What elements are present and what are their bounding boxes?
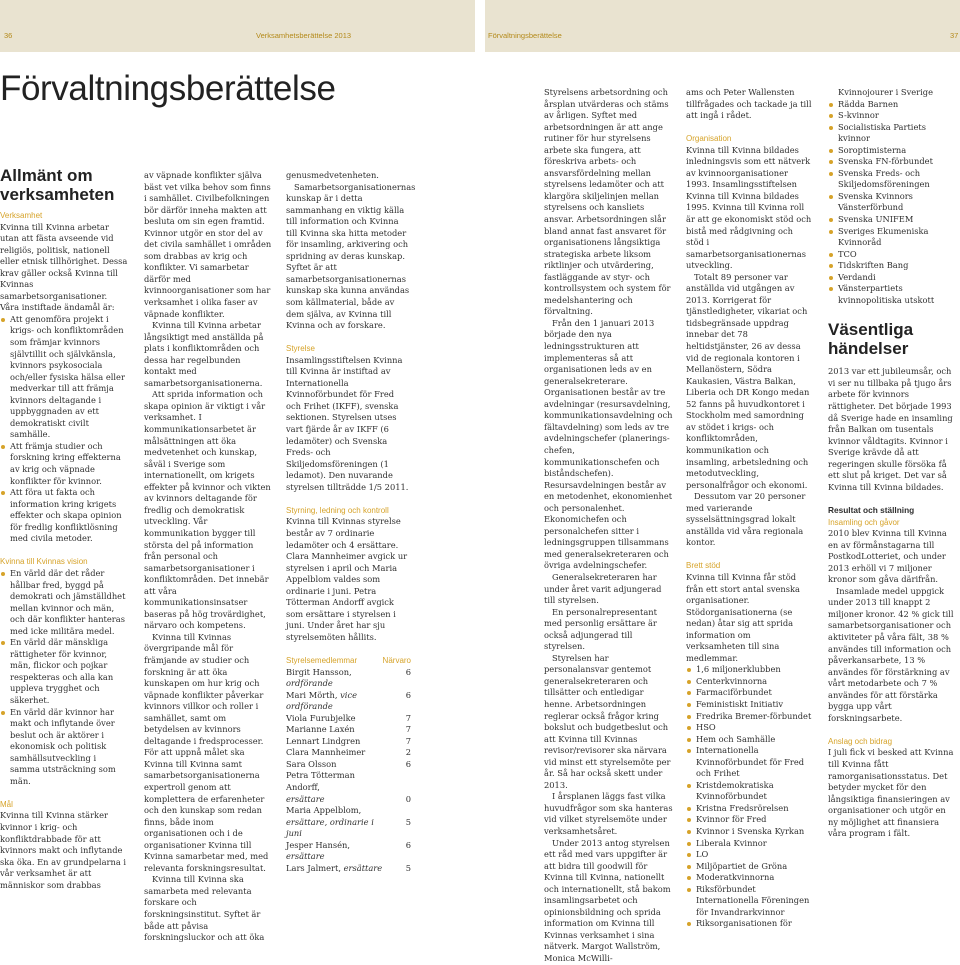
table-row xyxy=(286,794,411,806)
list-item: En värld där kvinnor har makt och inflytande över beslut och är aktörer i ekonomisk och politisk samhällsutveckling i samma utsträckning som män. xyxy=(0,707,128,788)
paragraph: I årsplanen läggs fast vilka huvudfrågor som ska hanteras vid vilket styrelsemöte under verksamhetsåret. xyxy=(544,791,673,836)
list-item: Svenska Kvinnors Vänsterförbund xyxy=(828,191,958,214)
member-name-cell xyxy=(286,805,383,817)
member-attendance: 0 xyxy=(405,793,411,804)
table-row xyxy=(286,840,411,863)
table-row xyxy=(286,759,411,771)
member-role: vice ordförande xyxy=(286,689,358,712)
subheading-verksamhet: Verksamhet xyxy=(0,211,43,220)
paragraph: Att sprida information och skapa opinion är viktigt i vår verksamhet. I kommunikationsarbetet är målsättningen att öka medvetenhet och kunskap, såväl i Sverige som internationellt, om krigets effekter på kvinnor och vikten av kvinnors deltagande för fredlig och demokratisk utveckling. Vår kommunikation bygger till största del på information från personal och samarbetsorganisationer i konfliktområden. Det innebär att våra kommunikationsinsatser baseras på hög trovärdighet, närvaro och kompetens. xyxy=(144,389,271,631)
member-attendance: 6 xyxy=(405,758,411,769)
member-name-cell: Lars Jalmert, ersättare xyxy=(286,862,383,873)
member-name-cell xyxy=(286,794,383,806)
list-item: Kristdemokratiska Kvinnoförbundet xyxy=(686,780,812,803)
paragraph: Totalt 89 personer var anställda vid utgången av 2013. Korrigerat för tjänstledigheter, vikariat och tidsbegränsade uppdrag innebar det 78 heltidstjänster, 26 av dessa vid de regionala kontoren i Mellanöstern, Södra Kaukasien, Västra Balkan, Liberia och DR Kongo medan 52 fanns på huvudkontoret i Stockholm med samordning av stödet i krigs- och konfliktområden, kommunikation och insamling, arbetsledning och metodutveckling, personalfrågor och ekonomi. xyxy=(686,271,810,490)
member-attendance: 5 xyxy=(405,862,411,873)
paragraph: Styrelsens arbetsordning och årsplan utvärderas och stäms av årligen. Syftet med arbetsordningen är att ange rutiner för hur styrelsens arbete ska fungera, att föreskriva arbets- och ansvarsfördelning mellan styrelsens ledamöter och att klargöra skiljelinjen mellan styrelsens och kansliets ansvar. Arbetsordningen slår bland annat fast ansvaret för organisationens långsiktiga strategiska arbete liksom riktlinjer och utvärdering, fastläggande av styr- och kontrollsystem och system för medelshantering och förvaltning. xyxy=(544,87,671,317)
member-name: Lennart Lindgren xyxy=(286,735,361,746)
member-attendance: 6 xyxy=(405,666,411,677)
paragraph: Från den 1 januari 2013 började den nya ledningsstrukturen att implementeras så att organisationen leds av en generalsekreterare. Organisationen består av tre avdelningar (resursavdelning, kommunikationsavdelning och fältavdelning) som leds av tre avdelningschefer (planeringschefen, kommunikationschefen och biståndschefen). Resursavdelningen består av en metodenhet, ekonomienhet och personalenhet. Ekonomichefen och personalchefen sitter i ledningsgruppen tillsammans med generalsekreteraren och övriga avdelningschefer. xyxy=(544,317,673,571)
list-item: Miljöpartiet de Gröna xyxy=(686,861,812,873)
paragraph: En personalrepresentant med personlig ersättare är också adjungerad till styrelsen. xyxy=(544,606,657,652)
member-name-cell xyxy=(286,713,383,725)
vision-list xyxy=(0,568,128,787)
list-item: Riksorganisationen för xyxy=(686,918,812,930)
member-attendance: 7 xyxy=(405,724,411,735)
member-name: Sara Olsson xyxy=(286,758,337,769)
board-members-table xyxy=(286,655,411,874)
list-item: Vänsterpartiets kvinnopolitiska utskott xyxy=(828,283,958,306)
member-role: ersättare xyxy=(343,862,383,873)
member-name: Marianne Laxén xyxy=(286,724,355,735)
subheading-resultat: Resultat och ställning xyxy=(828,504,915,515)
member-name-cell xyxy=(286,770,383,793)
list-item: Centerkvinnorna xyxy=(686,676,812,688)
paragraph: 2010 blev Kvinna till Kvinna en av förmånstagarna till PostkodLotteriet, och under 2013 erhöll vi 7 miljoner kronor som gåva därifrån. xyxy=(828,528,947,585)
aims-list xyxy=(0,314,128,545)
paragraph: Styrelsen har personalansvar gentemot generalsekreteraren och tillsätter och entledigar henne. Arbetsordningen reglerar också frågor kring bokslut och budgetbeslut och att Kvinna till Kvinnas revisor/revisorer ska närvara vid minst ett styrelsemöte per år. Så har också skett under 2013. xyxy=(544,652,671,790)
table-row xyxy=(286,667,411,690)
list-item: Liberala Kvinnor xyxy=(686,838,812,850)
column-2 xyxy=(144,170,272,944)
table-row xyxy=(286,736,411,748)
member-name: Mari Mörth xyxy=(286,689,335,700)
subheading-insamling: Insamling och gåvor xyxy=(828,517,900,527)
list-item: HSO xyxy=(686,722,812,734)
paragraph: Kvinna till Kvinna ska samarbeta med relevanta forskare och forskningsinstitut. Syftet är både att påvisa forskningsluckor och att öka xyxy=(144,874,265,943)
table-row xyxy=(286,770,411,793)
paragraph: ams och Peter Wallensten tillfrågades och tackade ja till att ingå i rådet. xyxy=(686,87,812,121)
list-item: Moderatkvinnorna xyxy=(686,872,812,884)
list-item: Tidskriften Bang xyxy=(828,260,958,272)
list-item: Rädda Barnen xyxy=(828,99,958,111)
member-name-cell: Mari Mörth, vice ordförande xyxy=(286,689,358,712)
paragraph: 2013 var ett jubileumsår, och vi ser nu tillbaka på tjugo års arbete för kvinnors rättigheter. Det började 1993 då Sverige hade en insamling från Balkan om tusentals kvinnor våldtagits. Kvinnor i Sverige krävde då att regeringen skulle försöka få ett slut på kriget. Det var så Kvinna till Kvinna bildades. xyxy=(828,366,953,492)
paragraph: Dessutom var 20 personer med varierande sysselsättningsgrad lokalt anställda vid våra regionala kontor. xyxy=(686,491,806,548)
list-item: Feministiskt Initiativ xyxy=(686,699,812,711)
member-name-cell xyxy=(286,736,383,748)
member-name: Viola Furubjelke xyxy=(286,712,356,723)
member-name-cell xyxy=(286,759,383,771)
member-attendance: 7 xyxy=(405,712,411,723)
support-orgs-list-cont xyxy=(828,99,958,307)
member-attendance xyxy=(383,770,411,793)
list-item: Att främja studier och forskning kring effekterna av krig och väpnade konflikter för kvinnor. xyxy=(0,441,128,487)
member-name-cell xyxy=(286,724,383,736)
member-attendance: 7 xyxy=(405,735,411,746)
list-item: LO xyxy=(686,849,812,861)
list-item: Svenska FN-förbundet xyxy=(828,156,958,168)
member-role: ordförande xyxy=(286,678,333,689)
column-4 xyxy=(544,87,674,965)
paragraph: Kvinna till Kvinna arbetar långsiktigt med anställda på plats i konfliktområden och dessa har regelbunden kontakt med samarbetsorganisationerna. xyxy=(144,320,264,388)
list-item: Riksförbundet Internationella Föreningen för Invandrarkvinnor xyxy=(686,884,812,919)
list-item: Kvinnor för Fred xyxy=(686,814,812,826)
paragraph: Våra instiftade ändamål är: xyxy=(0,302,115,313)
column-3 xyxy=(286,170,416,874)
paragraph: Kvinna till Kvinna stärker kvinnor i krig- och konfliktdrabbade för att kvinnors makt och inflytande ska öka. En av grundpelarna i vår verksamhet är att människor som drabbas xyxy=(0,810,127,890)
subheading-styrelse: Styrelse xyxy=(286,344,315,354)
list-item: Att genomföra projekt i krigs- och konfliktområden som främjar kvinnors självtillit och självkänsla, kvinnors psykosociala och/eller fysiska hälsa eller medverkar till att främja kvinnors deltagande i uppbyggnaden av ett demokratiskt civilt samhälle. xyxy=(0,314,128,441)
member-name: Clara Mannheimer xyxy=(286,747,366,758)
table-row xyxy=(286,713,411,725)
list-item: TCO xyxy=(828,249,958,261)
paragraph: Insamlade medel uppgick under 2013 till knappt 2 miljoner kronor. 42 % gick till samarbetsorganisationer och aktiviteter på våra fält, 38 % användes till information och påverkansarbete, 13 % användes för förstärkning av vårt metodarbete och 7 % användes för att förstärka bygga upp vårt forskningsarbete. xyxy=(828,585,954,723)
member-attendance: 6 xyxy=(405,839,411,850)
member-name: Lars Jalmert xyxy=(286,862,339,873)
list-item: 1,6 miljonerklubben xyxy=(686,664,812,676)
table-header-attendance: Närvaro xyxy=(382,655,411,665)
paragraph: Kvinna till Kvinnas styrelse består av 7 ordinarie ledamöter och 4 ersättare. Clara Mannheimer avgick ur styrelsen i april och Maria Appelblom valdes som ordinarie i juni. Petra Tötterman Andorff avgick som ersättare i styrelsen i juni. Under året har sju styrelsemöten hållits. xyxy=(286,516,408,642)
member-name-cell: Jesper Hansén, ersättare xyxy=(286,839,350,862)
member-attendance xyxy=(383,805,411,817)
member-name-cell xyxy=(286,747,383,759)
list-item: Kvinnor i Svenska Kyrkan xyxy=(686,826,812,838)
section-heading-vasentliga: Väsentliga händelser xyxy=(828,320,914,359)
paragraph: Kvinna till Kvinna får stöd från ett stort antal svenska organisationer. Stödorganisationerna (se nedan) åtar sig att sprida information om verksamheten till sina medlemmar. xyxy=(686,571,800,663)
subheading-mal: Mål xyxy=(0,799,13,809)
column-6 xyxy=(828,87,958,840)
list-item: Hem och Samhälle xyxy=(686,734,812,746)
table-row xyxy=(286,805,411,817)
member-role: ersättare xyxy=(286,851,325,862)
list-item-continued: Kvinnojourer i Sverige xyxy=(838,87,934,97)
paragraph: I juli fick vi besked att Kvinna till Kvinna fått ramorganisationsstatus. Det betyder mycket för den långsiktiga finansieringen av organisationer och utgör en ny möjlighet att finansiera våra program i fält. xyxy=(828,747,954,839)
section-heading-allmant: Allmänt om verksamheten xyxy=(0,166,115,204)
paragraph: genusmedvetenheten. xyxy=(286,170,379,180)
paragraph: Kvinna till Kvinna bildades inledningsvis som ett nätverk av kvinnoorganisationer 1993. Insamlingsstiftelsen Kvinna till Kvinna bildades 1995. Kvinna till Kvinna roll är att ge ekonomiskt stöd och bistå med rådgivning och stöd i samarbetsorganisationernas utveckling. xyxy=(686,144,812,271)
table-row xyxy=(286,817,411,840)
subheading-styrning: Styrning, ledning och kontroll xyxy=(286,505,389,515)
subheading-anslag: Anslag och bidrag xyxy=(828,736,893,746)
running-title-left: Verksamhetsberättelse 2013 xyxy=(256,31,352,40)
table-row xyxy=(286,690,411,713)
table-row xyxy=(286,747,411,759)
member-name: Maria Appelblom, xyxy=(286,805,362,816)
page-number-left: 36 xyxy=(4,31,13,40)
list-item: Farmaciförbundet xyxy=(686,687,812,699)
column-5 xyxy=(686,87,812,930)
paragraph: Kvinna till Kvinnas övergripande mål för främjande av studier och forskning är att öka kunskapen om hur krig och väpnade konflikter påverkar kvinnors villkor och roller i samhället, samt om betydelsen av kvinnors deltagande i fredsprocesser. För att uppnå målet ska Kvinna till Kvinna samt samarbetsorganisationerna expertroll genom att komplettera de erfarenheter och den kunskap som redan finns, både inom organisationen och i de organisationer Kvinna till Kvinna samarbetar med, med relevanta forskningsresultat. xyxy=(144,631,269,873)
list-item: Sveriges Ekumeniska Kvinnoråd xyxy=(828,226,958,249)
member-attendance: 5 xyxy=(405,816,411,827)
member-attendance: 2 xyxy=(405,747,411,758)
paragraph: Generalsekreteraren har under året varit adjungerad till styrelsen. xyxy=(544,571,662,606)
member-role: ersättare xyxy=(286,793,325,804)
list-item: Att föra ut fakta och information kring krigets effekter och skapa opinion för fredlig konfliktlösning med civila metoder. xyxy=(0,487,128,545)
page-number-right: 37 xyxy=(950,31,959,40)
list-item: En värld där det råder hållbar fred, byggd på demokrati och jämställdhet mellan kvinnor och män, och där konflikter hanteras med icke militära medel. xyxy=(0,568,128,637)
column-1 xyxy=(0,166,128,891)
subheading-organisation: Organisation xyxy=(686,134,732,144)
member-name: Jesper Hansén xyxy=(286,839,348,850)
header-band-right xyxy=(485,0,960,52)
member-name: Petra Tötterman Andorff, xyxy=(286,770,355,792)
list-item: Kristna Fredsrörelsen xyxy=(686,803,812,815)
paragraph: Kvinna till Kvinna arbetar utan att fästa avseende vid religiös, politisk, nationell eller etnisk tillhörighet. Dessa krav gäller också Kvinna till Kvinnas samarbetsorganisationer. xyxy=(0,221,128,301)
list-item: Soroptimisterna xyxy=(828,145,958,157)
table-header-name: Styrelsemedlemmar xyxy=(286,655,358,665)
list-item: Svenska Freds- och Skiljedomsföreningen xyxy=(828,168,958,191)
subheading-vision: Kvinna till Kvinnas vision xyxy=(0,557,88,567)
member-name-cell xyxy=(286,817,383,840)
table-row xyxy=(286,724,411,736)
list-item: Verdandi xyxy=(828,272,958,284)
member-attendance: 6 xyxy=(405,689,411,700)
table-row xyxy=(286,863,411,875)
running-title-right: Förvaltningsberättelse xyxy=(488,31,562,40)
list-item: En värld där mänskliga rättigheter för kvinnor, män, flickor och pojkar respekteras och alla kan uppleva trygghet och säkerhet. xyxy=(0,637,128,706)
subheading-brett-stod: Brett stöd xyxy=(686,561,721,571)
member-name-cell: Birgit Hansson, ordförande xyxy=(286,666,352,689)
paragraph: Samarbetsorganisationernas kunskap är i detta sammanhang en viktig källa till information och Kvinna till Kvinna ska hitta metoder för insamling, arkivering och spridning av deras kunskap. Syftet är att samarbetsorganisationernas kunskap ska kunna användas som källmaterial, både av dem själva, av Kvinna till Kvinna och av forskare. xyxy=(286,181,416,331)
member-name: Birgit Hansson xyxy=(286,666,350,677)
list-item: Internationella Kvinnoförbundet för Fred och Frihet xyxy=(686,745,812,780)
paragraph: Insamlingsstiftelsen Kvinna till Kvinna är instiftad av Internationella Kvinnoförbundet för Fred och Frihet (IKFF), svenska sektionen. Styrelsen utses vart fjärde år av IKFF (6 ledamöter) och Svenska Freds- och Skiljedomsföreningen (1 ledamot). Den nuvarande styrelsen tillträdde 1/5 2011. xyxy=(286,354,409,492)
support-orgs-list xyxy=(686,664,812,930)
list-item: Socialistiska Partiets kvinnor xyxy=(828,122,958,145)
page-title: Förvaltningsberättelse xyxy=(0,69,336,108)
list-item: S-kvinnor xyxy=(828,110,958,122)
list-item: Fredrika Bremer-förbundet xyxy=(686,711,812,723)
member-role: ersättare, ordinarie i juni xyxy=(286,816,374,839)
header-band-left xyxy=(0,0,475,52)
list-item: Svenska UNIFEM xyxy=(828,214,958,226)
paragraph: av väpnade konflikter själva bäst vet vilka behov som finns i samhället. Civilbefolkningen bör därför inneha makten att besluta om sin egen framtid. Kvinnor utgör en stor del av det civila samhället i områden som drabbas av krig och konflikter. Vi samarbetar därför med kvinnoorganisationer som har verksamhet i olika faser av väpnade konflikter. xyxy=(144,170,272,319)
paragraph: Under 2013 antog styrelsen ett råd med vars uppgifter är att bidra till goodwill för Kvinna till Kvinna, nationellt och internationellt, stå bakom insamlingsarbetet och opinionsbildning och sprida information om Kvinna till Kvinnas verksamhet i sina nätverk. Margot Wallström, Monica McWilli- xyxy=(544,837,671,964)
